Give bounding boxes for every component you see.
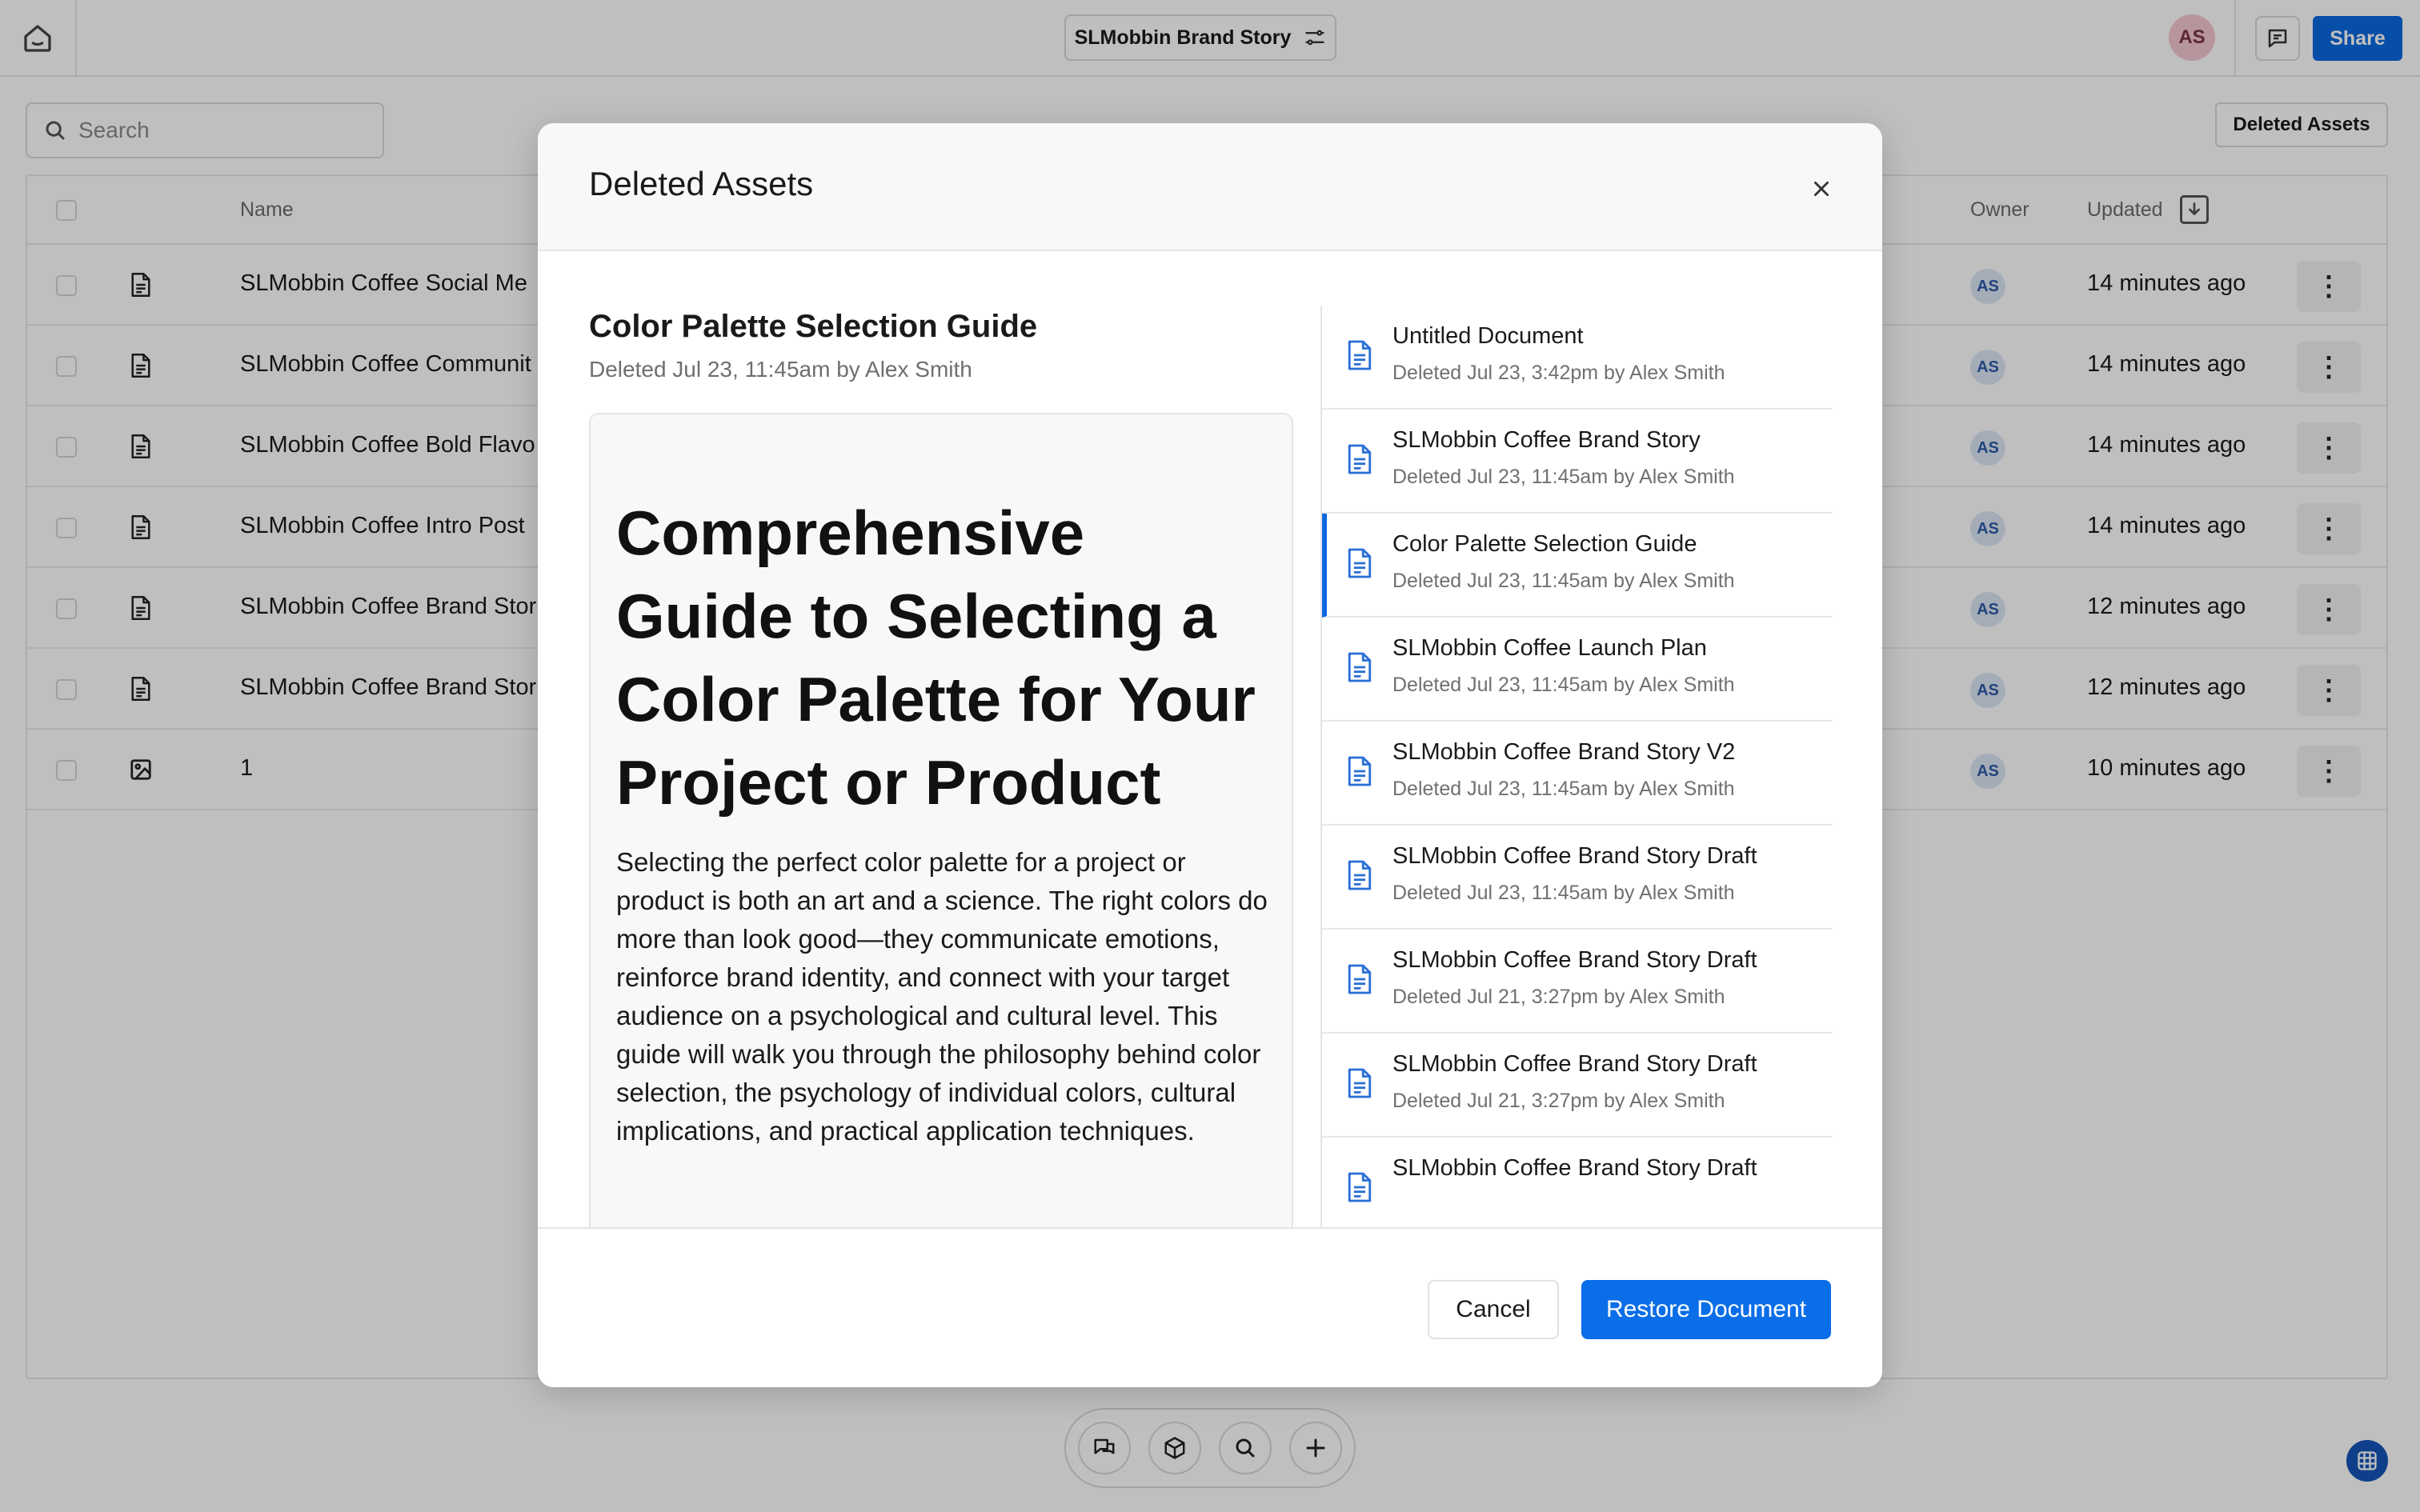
document-icon (1346, 1171, 1373, 1203)
updated-time: 14 minutes ago (2087, 432, 2246, 458)
asset-name[interactable]: 1 (240, 755, 254, 781)
list-item[interactable] (1322, 826, 1833, 930)
asset-name[interactable]: SLMobbin Coffee Brand Stor (240, 594, 537, 619)
list-item-meta: Deleted Jul 23, 3:42pm by Alex Smith (1392, 362, 1725, 384)
document-icon (1346, 755, 1373, 787)
asset-name[interactable]: SLMobbin Coffee Social Me (240, 270, 527, 296)
updated-time: 14 minutes ago (2087, 351, 2246, 377)
owner-avatar: AS (1970, 673, 2005, 708)
column-header-owner[interactable]: Owner (1970, 198, 2029, 221)
cancel-button[interactable]: Cancel (1428, 1280, 1559, 1339)
asset-name[interactable]: SLMobbin Coffee Bold Flavo (240, 432, 535, 458)
list-item-title: Untitled Document (1392, 323, 1584, 349)
list-item[interactable] (1322, 1138, 1833, 1242)
more-options-button[interactable]: ⋮ (2297, 422, 2361, 474)
more-options-button[interactable]: ⋮ (2297, 342, 2361, 393)
preview-title: Color Palette Selection Guide (589, 309, 1038, 344)
updated-time: 12 minutes ago (2087, 674, 2246, 700)
list-item-title: SLMobbin Coffee Brand Story Draft (1392, 1051, 1757, 1077)
list-item-title: SLMobbin Coffee Brand Story Draft (1392, 843, 1757, 869)
column-header-updated[interactable]: Updated (2087, 198, 2163, 221)
document-icon (1346, 963, 1373, 995)
preview-heading: Comprehensive Guide to Selecting a Color Palette for Your Project or Product (616, 498, 1256, 818)
document-icon (1346, 547, 1373, 579)
dialog-header (538, 123, 1882, 251)
list-item[interactable] (1322, 930, 1833, 1034)
deleted-assets-dialog (538, 123, 1882, 1387)
close-icon (1811, 178, 1832, 199)
list-item-title: SLMobbin Coffee Brand Story (1392, 427, 1701, 453)
document-icon (1346, 651, 1373, 683)
owner-avatar: AS (1970, 350, 2005, 385)
user-avatar[interactable]: AS (2169, 14, 2215, 61)
list-item[interactable] (1322, 618, 1833, 722)
list-item-meta: Deleted Jul 23, 11:45am by Alex Smith (1392, 778, 1735, 800)
updated-time: 10 minutes ago (2087, 755, 2246, 781)
list-item-meta: Deleted Jul 23, 11:45am by Alex Smith (1392, 466, 1735, 488)
deleted-assets-list (1320, 306, 1833, 1299)
owner-avatar: AS (1970, 511, 2005, 546)
document-icon (1346, 339, 1373, 371)
share-button[interactable]: Share (2313, 16, 2402, 61)
restore-document-button[interactable]: Restore Document (1581, 1280, 1831, 1339)
list-item-title: SLMobbin Coffee Brand Story Draft (1392, 947, 1757, 973)
updated-time: 14 minutes ago (2087, 270, 2246, 296)
dialog-title: Deleted Assets (589, 165, 814, 202)
preview-meta: Deleted Jul 23, 11:45am by Alex Smith (589, 357, 972, 382)
updated-time: 14 minutes ago (2087, 513, 2246, 538)
deleted-assets-button[interactable]: Deleted Assets (2215, 102, 2388, 147)
owner-avatar: AS (1970, 592, 2005, 627)
asset-name[interactable]: SLMobbin Coffee Communit (240, 351, 531, 377)
list-item-title: SLMobbin Coffee Brand Story V2 (1392, 739, 1736, 765)
document-title: SLMobbin Brand Story (1074, 26, 1292, 49)
document-icon (1346, 443, 1373, 475)
more-options-button[interactable]: ⋮ (2297, 746, 2361, 797)
list-item-meta: Deleted Jul 23, 11:45am by Alex Smith (1392, 570, 1735, 592)
owner-avatar: AS (1970, 430, 2005, 466)
owner-avatar: AS (1970, 269, 2005, 304)
list-item[interactable] (1322, 1034, 1833, 1138)
column-header-name[interactable]: Name (240, 198, 294, 221)
document-icon (1346, 1067, 1373, 1099)
list-item-meta: Deleted Jul 21, 3:27pm by Alex Smith (1392, 986, 1725, 1008)
list-item-selected[interactable] (1322, 514, 1833, 618)
more-options-button[interactable]: ⋮ (2297, 584, 2361, 635)
list-item-meta: Deleted Jul 23, 11:45am by Alex Smith (1392, 882, 1735, 904)
owner-avatar: AS (1970, 754, 2005, 789)
list-item-meta: Deleted Jul 23, 11:45am by Alex Smith (1392, 674, 1735, 696)
list-item[interactable] (1322, 306, 1833, 410)
preview-body: Selecting the perfect color palette for a project or product is both an art and a science. The right colors do more than look good—they communicate emotions, reinforce brand identity, and connect with your target audience on a psychological and cultural level. This guide will walk you through the philosophy behind color selection, the psychology of individual colors, cultural implications, and practical application techniques. (616, 847, 1268, 1146)
list-item[interactable] (1322, 410, 1833, 514)
list-item-meta: Deleted Jul 21, 3:27pm by Alex Smith (1392, 1090, 1725, 1112)
list-item-title: SLMobbin Coffee Brand Story Draft (1392, 1155, 1757, 1181)
close-button[interactable] (1805, 173, 1837, 205)
more-options-button[interactable]: ⋮ (2297, 665, 2361, 716)
asset-name[interactable]: SLMobbin Coffee Intro Post (240, 513, 525, 538)
dialog-footer (538, 1227, 1882, 1387)
list-item[interactable] (1322, 722, 1833, 826)
document-icon (1346, 859, 1373, 891)
more-options-button[interactable]: ⋮ (2297, 503, 2361, 554)
updated-time: 12 minutes ago (2087, 594, 2246, 619)
asset-name[interactable]: SLMobbin Coffee Brand Stor (240, 674, 537, 700)
more-options-button[interactable]: ⋮ (2297, 261, 2361, 312)
list-item-title: Color Palette Selection Guide (1392, 531, 1697, 557)
document-preview (589, 413, 1293, 1299)
list-item-title: SLMobbin Coffee Launch Plan (1392, 635, 1707, 661)
